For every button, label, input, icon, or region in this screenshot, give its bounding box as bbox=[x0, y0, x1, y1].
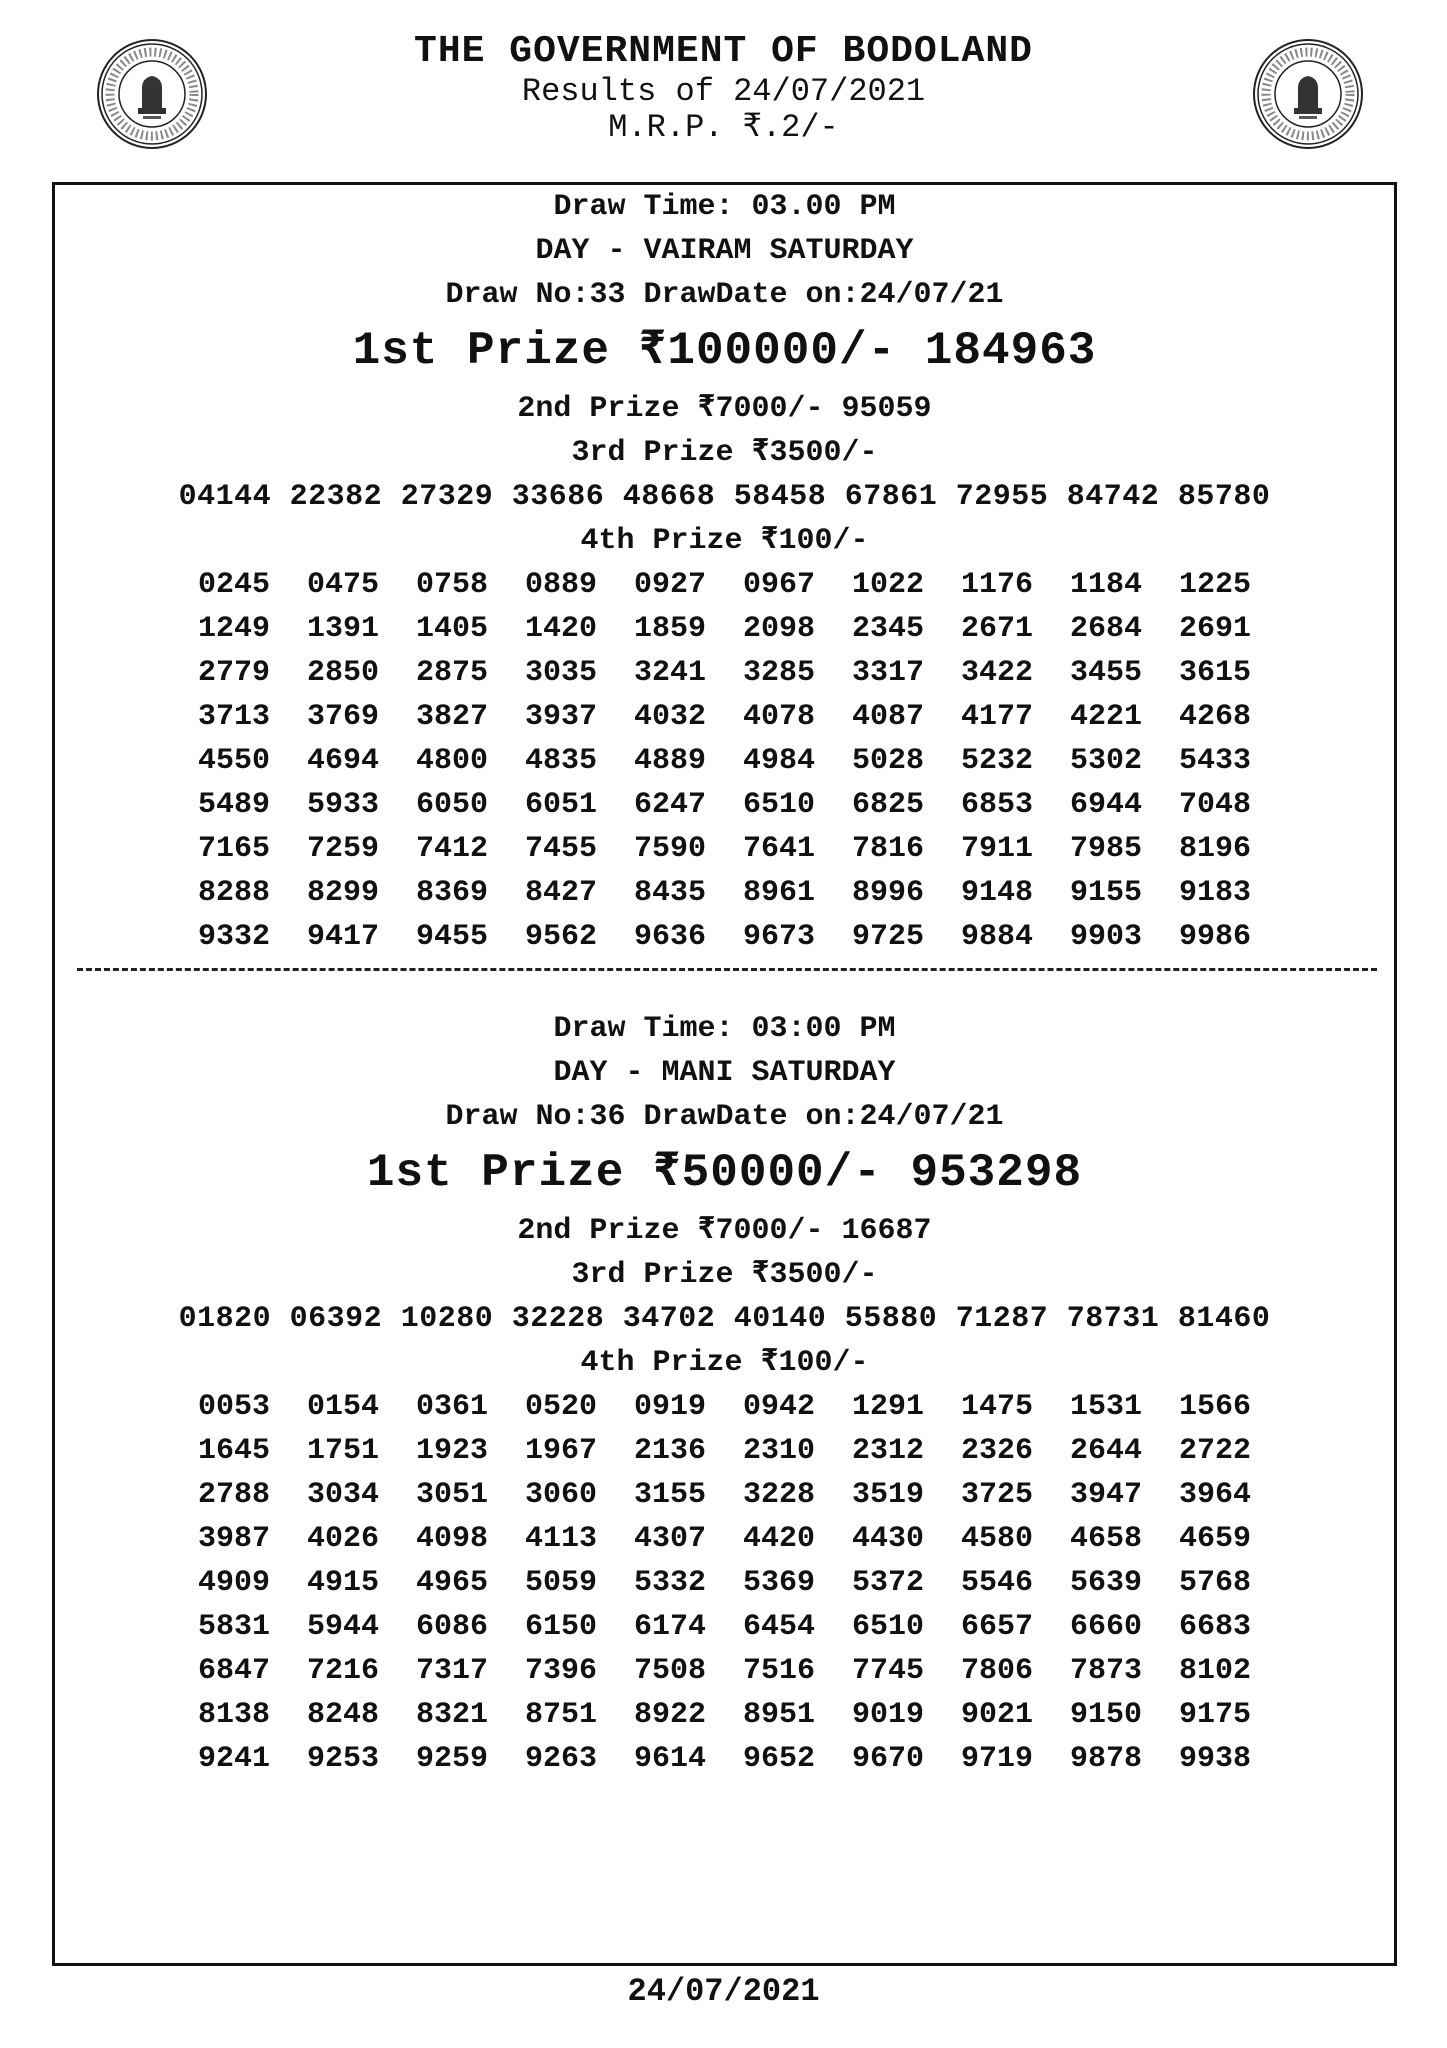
fourth-prize-number: 1022 bbox=[851, 568, 924, 602]
draw-day: DAY - VAIRAM SATURDAY bbox=[535, 234, 914, 268]
fourth-prize-number: 5933 bbox=[306, 788, 379, 822]
fourth-prize-number: 3422 bbox=[960, 656, 1033, 690]
fourth-prize-number: 6657 bbox=[960, 1610, 1033, 1644]
fourth-prize-number: 7508 bbox=[633, 1654, 706, 1688]
fourth-prize-number: 9903 bbox=[1069, 920, 1142, 954]
fourth-prize-grid bbox=[180, 563, 1270, 959]
fourth-prize-number: 3769 bbox=[306, 700, 379, 734]
fourth-prize-number: 5369 bbox=[742, 1566, 815, 1600]
fourth-prize-number: 4113 bbox=[524, 1522, 597, 1556]
fourth-prize-number: 0758 bbox=[415, 568, 488, 602]
fourth-prize-number: 9259 bbox=[415, 1742, 488, 1776]
fourth-prize-number: 3034 bbox=[306, 1478, 379, 1512]
fourth-prize-number: 3228 bbox=[742, 1478, 815, 1512]
first-prize: 1st Prize ₹100000/- 184963 bbox=[352, 325, 1097, 377]
fourth-prize-number: 0942 bbox=[742, 1390, 815, 1424]
page-header bbox=[0, 30, 1447, 146]
fourth-prize-number: 5639 bbox=[1069, 1566, 1142, 1600]
fourth-prize-number: 5232 bbox=[960, 744, 1033, 778]
fourth-prize-number: 6247 bbox=[633, 788, 706, 822]
fourth-prize-number: 4889 bbox=[633, 744, 706, 778]
fourth-prize-number: 9562 bbox=[524, 920, 597, 954]
fourth-prize-number: 9938 bbox=[1178, 1742, 1251, 1776]
footer-date: 24/07/2021 bbox=[627, 1973, 820, 2010]
fourth-prize-number: 8321 bbox=[415, 1698, 488, 1732]
fourth-prize-number: 2310 bbox=[742, 1434, 815, 1468]
fourth-prize-number: 4221 bbox=[1069, 700, 1142, 734]
fourth-prize-number: 5059 bbox=[524, 1566, 597, 1600]
fourth-prize-number: 6853 bbox=[960, 788, 1033, 822]
fourth-prize-number: 2136 bbox=[633, 1434, 706, 1468]
section-divider bbox=[77, 968, 1377, 971]
fourth-prize-number: 4694 bbox=[306, 744, 379, 778]
fourth-prize-number: 2875 bbox=[415, 656, 488, 690]
fourth-prize-number: 9021 bbox=[960, 1698, 1033, 1732]
fourth-prize-number: 6150 bbox=[524, 1610, 597, 1644]
fourth-prize-number: 2345 bbox=[851, 612, 924, 646]
fourth-prize-number: 9884 bbox=[960, 920, 1033, 954]
fourth-prize-number: 9148 bbox=[960, 876, 1033, 910]
fourth-prize-number: 9253 bbox=[306, 1742, 379, 1776]
fourth-prize-number: 6660 bbox=[1069, 1610, 1142, 1644]
fourth-prize-number: 9175 bbox=[1178, 1698, 1251, 1732]
fourth-prize-number: 7590 bbox=[633, 832, 706, 866]
fourth-prize-number: 0889 bbox=[524, 568, 597, 602]
draw-info: Draw No:33 DrawDate on:24/07/21 bbox=[445, 278, 1004, 312]
fourth-prize-number: 6050 bbox=[415, 788, 488, 822]
fourth-prize-number: 1391 bbox=[306, 612, 379, 646]
fourth-prize-number: 3937 bbox=[524, 700, 597, 734]
fourth-prize-number: 4915 bbox=[306, 1566, 379, 1600]
fourth-prize-number: 2098 bbox=[742, 612, 815, 646]
fourth-prize-number: 7165 bbox=[197, 832, 270, 866]
fourth-prize-number: 5944 bbox=[306, 1610, 379, 1644]
fourth-prize-number: 7412 bbox=[415, 832, 488, 866]
fourth-prize-number: 7816 bbox=[851, 832, 924, 866]
fourth-prize-number: 4658 bbox=[1069, 1522, 1142, 1556]
fourth-prize-number: 4909 bbox=[197, 1566, 270, 1600]
fourth-prize-number: 1859 bbox=[633, 612, 706, 646]
page-title: THE GOVERNMENT OF BODOLAND bbox=[414, 30, 1033, 73]
fourth-prize-number: 8299 bbox=[306, 876, 379, 910]
fourth-prize-number: 7911 bbox=[960, 832, 1033, 866]
fourth-prize-grid bbox=[180, 1385, 1270, 1781]
fourth-prize-number: 1923 bbox=[415, 1434, 488, 1468]
fourth-prize-number: 0361 bbox=[415, 1390, 488, 1424]
fourth-prize-number: 5302 bbox=[1069, 744, 1142, 778]
fourth-prize-number: 4026 bbox=[306, 1522, 379, 1556]
fourth-prize-number: 9614 bbox=[633, 1742, 706, 1776]
fourth-prize-number: 4098 bbox=[415, 1522, 488, 1556]
fourth-prize-number: 4800 bbox=[415, 744, 488, 778]
fourth-prize-number: 1291 bbox=[851, 1390, 924, 1424]
results-box bbox=[52, 182, 1397, 1966]
fourth-prize-number: 3987 bbox=[197, 1522, 270, 1556]
fourth-prize-number: 0520 bbox=[524, 1390, 597, 1424]
fourth-prize-number: 4087 bbox=[851, 700, 924, 734]
fourth-prize-number: 9019 bbox=[851, 1698, 924, 1732]
fourth-prize-number: 2644 bbox=[1069, 1434, 1142, 1468]
fourth-prize-number: 3051 bbox=[415, 1478, 488, 1512]
fourth-prize-number: 8996 bbox=[851, 876, 924, 910]
fourth-prize-number: 4965 bbox=[415, 1566, 488, 1600]
fourth-prize-number: 2671 bbox=[960, 612, 1033, 646]
fourth-prize-label: 4th Prize ₹100/- bbox=[580, 524, 869, 558]
third-prize-numbers: 01820 06392 10280 32228 34702 40140 55880 71287 78731 81460 bbox=[178, 1302, 1271, 1336]
draw-time: Draw Time: 03.00 PM bbox=[553, 190, 896, 224]
fourth-prize-number: 3060 bbox=[524, 1478, 597, 1512]
fourth-prize-number: 9263 bbox=[524, 1742, 597, 1776]
fourth-prize-number: 9878 bbox=[1069, 1742, 1142, 1776]
fourth-prize-number: 9670 bbox=[851, 1742, 924, 1776]
fourth-prize-number: 3947 bbox=[1069, 1478, 1142, 1512]
fourth-prize-number: 6086 bbox=[415, 1610, 488, 1644]
fourth-prize-number: 3827 bbox=[415, 700, 488, 734]
fourth-prize-number: 1566 bbox=[1178, 1390, 1251, 1424]
fourth-prize-number: 8427 bbox=[524, 876, 597, 910]
fourth-prize-number: 7806 bbox=[960, 1654, 1033, 1688]
fourth-prize-number: 5028 bbox=[851, 744, 924, 778]
fourth-prize-number: 1645 bbox=[197, 1434, 270, 1468]
fourth-prize-number: 9332 bbox=[197, 920, 270, 954]
fourth-prize-number: 7516 bbox=[742, 1654, 815, 1688]
fourth-prize-number: 8196 bbox=[1178, 832, 1251, 866]
fourth-prize-number: 3725 bbox=[960, 1478, 1033, 1512]
fourth-prize-number: 8751 bbox=[524, 1698, 597, 1732]
fourth-prize-number: 3713 bbox=[197, 700, 270, 734]
fourth-prize-number: 6825 bbox=[851, 788, 924, 822]
fourth-prize-number: 5489 bbox=[197, 788, 270, 822]
fourth-prize-number: 8951 bbox=[742, 1698, 815, 1732]
fourth-prize-number: 2850 bbox=[306, 656, 379, 690]
fourth-prize-number: 4430 bbox=[851, 1522, 924, 1556]
fourth-prize-number: 4078 bbox=[742, 700, 815, 734]
fourth-prize-number: 3285 bbox=[742, 656, 815, 690]
fourth-prize-number: 4835 bbox=[524, 744, 597, 778]
fourth-prize-number: 9155 bbox=[1069, 876, 1142, 910]
fourth-prize-number: 0245 bbox=[197, 568, 270, 602]
results-date: Results of 24/07/2021 bbox=[521, 73, 926, 110]
fourth-prize-number: 4550 bbox=[197, 744, 270, 778]
fourth-prize-number: 4580 bbox=[960, 1522, 1033, 1556]
fourth-prize-number: 7455 bbox=[524, 832, 597, 866]
fourth-prize-number: 3155 bbox=[633, 1478, 706, 1512]
fourth-prize-number: 0053 bbox=[197, 1390, 270, 1424]
fourth-prize-number: 2691 bbox=[1178, 612, 1251, 646]
fourth-prize-number: 3964 bbox=[1178, 1478, 1251, 1512]
draw-info: Draw No:36 DrawDate on:24/07/21 bbox=[445, 1100, 1004, 1134]
fourth-prize-number: 6510 bbox=[851, 1610, 924, 1644]
fourth-prize-number: 9455 bbox=[415, 920, 488, 954]
fourth-prize-number: 5546 bbox=[960, 1566, 1033, 1600]
fourth-prize-number: 6510 bbox=[742, 788, 815, 822]
fourth-prize-number: 7216 bbox=[306, 1654, 379, 1688]
fourth-prize-number: 0967 bbox=[742, 568, 815, 602]
fourth-prize-number: 9183 bbox=[1178, 876, 1251, 910]
draw-section-vairam bbox=[55, 185, 1394, 959]
fourth-prize-number: 1184 bbox=[1069, 568, 1142, 602]
fourth-prize-number: 3519 bbox=[851, 1478, 924, 1512]
fourth-prize-number: 2326 bbox=[960, 1434, 1033, 1468]
fourth-prize-number: 4268 bbox=[1178, 700, 1251, 734]
fourth-prize-number: 0919 bbox=[633, 1390, 706, 1424]
fourth-prize-number: 8435 bbox=[633, 876, 706, 910]
fourth-prize-number: 8922 bbox=[633, 1698, 706, 1732]
fourth-prize-number: 5433 bbox=[1178, 744, 1251, 778]
fourth-prize-number: 1475 bbox=[960, 1390, 1033, 1424]
fourth-prize-number: 1751 bbox=[306, 1434, 379, 1468]
fourth-prize-number: 2722 bbox=[1178, 1434, 1251, 1468]
fourth-prize-number: 4984 bbox=[742, 744, 815, 778]
fourth-prize-number: 8138 bbox=[197, 1698, 270, 1732]
fourth-prize-number: 7641 bbox=[742, 832, 815, 866]
fourth-prize-number: 6174 bbox=[633, 1610, 706, 1644]
fourth-prize-number: 9652 bbox=[742, 1742, 815, 1776]
fourth-prize-number: 4659 bbox=[1178, 1522, 1251, 1556]
fourth-prize-number: 6847 bbox=[197, 1654, 270, 1688]
fourth-prize-number: 9986 bbox=[1178, 920, 1251, 954]
second-prize: 2nd Prize ₹7000/- 16687 bbox=[517, 1214, 932, 1248]
fourth-prize-number: 5831 bbox=[197, 1610, 270, 1644]
fourth-prize-number: 2312 bbox=[851, 1434, 924, 1468]
fourth-prize-number: 4177 bbox=[960, 700, 1033, 734]
fourth-prize-number: 6454 bbox=[742, 1610, 815, 1644]
fourth-prize-number: 1967 bbox=[524, 1434, 597, 1468]
fourth-prize-number: 9241 bbox=[197, 1742, 270, 1776]
fourth-prize-label: 4th Prize ₹100/- bbox=[580, 1346, 869, 1380]
draw-day: DAY - MANI SATURDAY bbox=[553, 1056, 896, 1090]
fourth-prize-number: 6051 bbox=[524, 788, 597, 822]
fourth-prize-number: 3241 bbox=[633, 656, 706, 690]
mrp-price: M.R.P. ₹.2/- bbox=[608, 109, 839, 146]
third-prize-label: 3rd Prize ₹3500/- bbox=[571, 436, 878, 470]
fourth-prize-number: 1225 bbox=[1178, 568, 1251, 602]
fourth-prize-number: 9725 bbox=[851, 920, 924, 954]
fourth-prize-number: 6944 bbox=[1069, 788, 1142, 822]
fourth-prize-number: 9719 bbox=[960, 1742, 1033, 1776]
fourth-prize-number: 7873 bbox=[1069, 1654, 1142, 1688]
fourth-prize-number: 9673 bbox=[742, 920, 815, 954]
fourth-prize-number: 9150 bbox=[1069, 1698, 1142, 1732]
fourth-prize-number: 2779 bbox=[197, 656, 270, 690]
fourth-prize-number: 6683 bbox=[1178, 1610, 1251, 1644]
fourth-prize-number: 1405 bbox=[415, 612, 488, 646]
fourth-prize-number: 4032 bbox=[633, 700, 706, 734]
draw-section-mani bbox=[55, 1007, 1394, 1781]
fourth-prize-number: 8288 bbox=[197, 876, 270, 910]
fourth-prize-number: 8961 bbox=[742, 876, 815, 910]
fourth-prize-number: 7259 bbox=[306, 832, 379, 866]
fourth-prize-number: 4420 bbox=[742, 1522, 815, 1556]
fourth-prize-number: 9636 bbox=[633, 920, 706, 954]
fourth-prize-number: 8248 bbox=[306, 1698, 379, 1732]
fourth-prize-number: 7985 bbox=[1069, 832, 1142, 866]
fourth-prize-number: 7396 bbox=[524, 1654, 597, 1688]
fourth-prize-number: 3615 bbox=[1178, 656, 1251, 690]
bodoland-seal-right-icon bbox=[1252, 38, 1364, 150]
fourth-prize-number: 5372 bbox=[851, 1566, 924, 1600]
fourth-prize-number: 3455 bbox=[1069, 656, 1142, 690]
fourth-prize-number: 8369 bbox=[415, 876, 488, 910]
fourth-prize-number: 1249 bbox=[197, 612, 270, 646]
fourth-prize-number: 4307 bbox=[633, 1522, 706, 1556]
fourth-prize-number: 2684 bbox=[1069, 612, 1142, 646]
fourth-prize-number: 2788 bbox=[197, 1478, 270, 1512]
fourth-prize-number: 5768 bbox=[1178, 1566, 1251, 1600]
first-prize: 1st Prize ₹50000/- 953298 bbox=[366, 1147, 1083, 1199]
third-prize-numbers: 04144 22382 27329 33686 48668 58458 67861 72955 84742 85780 bbox=[178, 480, 1271, 514]
draw-time: Draw Time: 03:00 PM bbox=[553, 1012, 896, 1046]
fourth-prize-number: 0927 bbox=[633, 568, 706, 602]
fourth-prize-number: 0475 bbox=[306, 568, 379, 602]
bodoland-seal-left-icon bbox=[96, 38, 208, 150]
fourth-prize-number: 5332 bbox=[633, 1566, 706, 1600]
fourth-prize-number: 7745 bbox=[851, 1654, 924, 1688]
fourth-prize-number: 1531 bbox=[1069, 1390, 1142, 1424]
fourth-prize-number: 1176 bbox=[960, 568, 1033, 602]
fourth-prize-number: 8102 bbox=[1178, 1654, 1251, 1688]
fourth-prize-number: 3035 bbox=[524, 656, 597, 690]
fourth-prize-number: 0154 bbox=[306, 1390, 379, 1424]
fourth-prize-number: 3317 bbox=[851, 656, 924, 690]
fourth-prize-number: 7048 bbox=[1178, 788, 1251, 822]
fourth-prize-number: 1420 bbox=[524, 612, 597, 646]
second-prize: 2nd Prize ₹7000/- 95059 bbox=[517, 392, 932, 426]
fourth-prize-number: 7317 bbox=[415, 1654, 488, 1688]
third-prize-label: 3rd Prize ₹3500/- bbox=[571, 1258, 878, 1292]
fourth-prize-number: 9417 bbox=[306, 920, 379, 954]
